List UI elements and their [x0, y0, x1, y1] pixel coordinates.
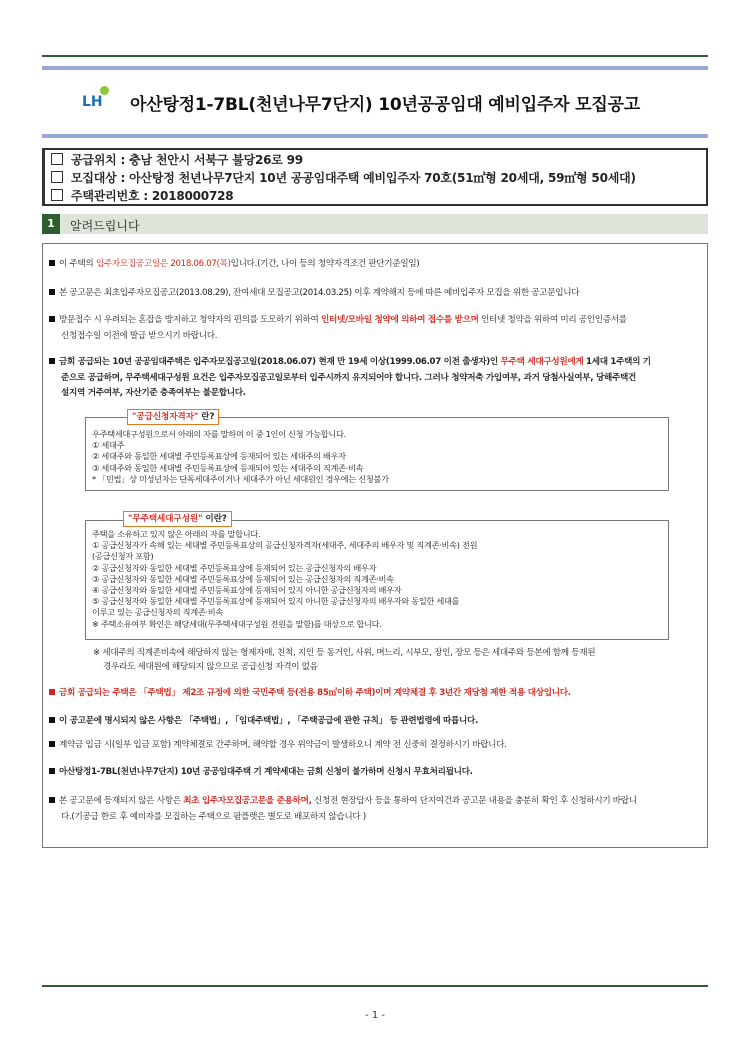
section-title: 알려드립니다 [70, 219, 140, 233]
notice-item: 이 주택의 입주자모집공고일은 2018.06.07(목)입니다.(기간, 나이 등의 청약자격조건 판단기준일임) [49, 257, 703, 273]
info-target: 모집대상 : 아산탕정 천년나무7단지 10년 공공임대주택 예비입주자 70호(51㎡형 20세대, 59㎡형 50세대) [51, 169, 706, 187]
notice-box [42, 243, 708, 848]
bullet-icon [49, 289, 55, 295]
bullet-icon [49, 316, 55, 322]
info-box [42, 148, 708, 206]
bullet-icon [49, 797, 55, 803]
eligibility-line: 우주택세대구성원으로서 아래의 자를 말하며 이 중 1인이 신청 가능합니다. [92, 429, 346, 439]
page-title: 아산탕정1-7BL(천년나무7단지) 10년공공임대 예비입주자 모집공고 [130, 95, 641, 115]
bullet-icon [49, 260, 55, 266]
checkbox-icon [51, 189, 63, 201]
notice-item: 계약금 입금 시(일부 입금 포함) 계약체결로 간주하며, 해약할 경우 위약금이 발생하오니 계약 전 신중히 결정하시기 바랍니다. [49, 738, 703, 754]
eligibility-line: ① 세대주 [92, 440, 125, 451]
notice-item: 본 공고문은 최초입주자모집공고(2013.08.29), 잔여세대 모집공고(2014.03.25) 이후 계약해지 등에 따른 예비입주자 모집을 위한 공고문입니다 [49, 286, 703, 302]
section-number: 1 [42, 214, 60, 234]
homeless-line: ② 공급신청자와 동일한 세대별 주민등록표상에 등재되어 있는 공급신청자의 배우자 [92, 562, 377, 573]
homeless-line: (공급신청자 포함) [92, 551, 154, 562]
eligibility-tag: "공급신청자격자" 란? [127, 409, 219, 425]
eligibility-line: ② 세대주와 동일한 세대별 주민등록표상에 등재되어 있는 세대주의 배우자 [92, 451, 346, 462]
checkbox-icon [51, 153, 63, 165]
page-number: - 1 - [365, 1010, 385, 1021]
homeless-line: ④ 공급신청자와 동일한 세대별 주민등록표상에 등재되어 있지 아니한 공급신청자의 배우자 [92, 585, 402, 596]
homeless-line: 주택을 소유하고 있지 않은 아래의 자를 말합니다. [92, 529, 261, 539]
bullet-icon [49, 358, 55, 364]
eligibility-line: ③ 세대주와 동일한 세대별 주민등록표상에 등재되어 있는 세대주의 직계존·비속 [92, 462, 364, 473]
homeless-line: ⑤ 공급신청자와 동일한 세대별 주민등록표상에 등재되어 있지 아니한 공급신청자의 배우자와 동일한 세대를 [92, 596, 460, 607]
homeless-tag: "무주택세대구성원" 이란? [123, 511, 232, 527]
eligibility-line: * 「민법」상 미성년자는 단독세대주이거나 세대주가 아닌 세대원인 경우에는 신청불가 [92, 473, 389, 484]
bottom-rule [42, 985, 708, 987]
notice-item: 금회 공급되는 주택은 「주택법」 제2조 규정에 의한 국민주택 등(전용 85㎡이하 주택)이며 계약체결 후 3년간 재당첨 제한 적용 대상입니다. [49, 686, 703, 702]
homeless-member-box [85, 520, 669, 640]
lh-logo [82, 84, 122, 118]
bullet-icon [49, 768, 55, 774]
bullet-icon [49, 717, 55, 723]
title-banner [42, 66, 708, 138]
eligibility-box [85, 417, 669, 491]
homeless-line: ① 공급신청자가 속해 있는 세대별 주민등록표상의 공급신청자격자(세대주, 세대주의 배우자 및 직계존·비속) 전원 [92, 540, 478, 551]
notice-item: 이 공고문에 명시되지 않은 사항은 「주택법」, 「임대주택법」, 「주택공급에 관한 규칙」 등 관련법령에 따릅니다. [49, 714, 703, 730]
homeless-line: ※ 주택소유여부 확인은 해당세대(무주택세대구성원 전원을 말함)를 대상으로 합니다. [92, 618, 382, 629]
notice-item: 방문접수 시 우려되는 혼잡을 방지하고 청약자의 편의를 도모하기 위하여 인터넷/모바일 청약에 의하여 접수를 받으며 인터넷 청약을 위하여 미리 공인인증서를 신청접수일 이전에 발급 받으시기 바랍니다. [49, 313, 703, 344]
info-location: 공급위치 : 충남 천안시 서북구 불당26로 99 [51, 151, 706, 169]
notice-item: 본 공고문에 등재되지 않은 사항은 최초 입주자모집공고문을 준용하며, 신청전 현장답사 등을 통하여 단지여건과 공고문 내용을 충분히 확인 후 신청하시기 바랍니 다.(기공급 한로 후 예비자를 모집하는 주택으로 팜플렛은 별도로 배포하지 않습니다 ) [49, 794, 703, 825]
info-housing-no: 주택관리번호 : 2018000728 [51, 187, 706, 205]
homeless-line: ③ 공급신청자와 동일한 세대별 주민등록표상에 등재되어 있는 공급신청자의 직계존·비속 [92, 573, 394, 584]
bullet-icon [49, 689, 55, 695]
top-rule [42, 55, 708, 57]
logo-text: LH [82, 94, 103, 110]
notice-item: 금회 공급되는 10년 공공임대주택은 입주자모집공고일(2018.06.07) 현재 만 19세 이상(1999.06.07 이전 출생자)인 무주택 세대구성원에게 1세대 1주택의 기 준으로 공급하며, 무주택세대구성원 요건은 입주자모집공고일로부터 입주시까지 유지되어야 합니다. 그러나 청약저축 가입여부, 과거 당첨사실여부, 당해주택건 설지역 거주여부, 자산기준 충족여부는 불문합니다. [49, 355, 703, 402]
homeless-line: 이루고 있는 공급신청자의 직계존·비속 [92, 607, 223, 618]
notice-item: 아산탕정1-7BL(천년나무7단지) 10년 공공임대주택 기 계약세대는 금회 신청이 불가하며 신청시 무효처리됩니다. [49, 765, 703, 781]
bullet-icon [49, 741, 55, 747]
checkbox-icon [51, 171, 63, 183]
notice-note: ※ 세대주의 직계존비속에 해당하지 않는 형제자매, 친척, 지인 등 동거인, 사위, 며느리, 시부모, 장인, 장모 등은 세대주와 등본에 함께 등재된 경우라도 세대원에 해당되지 않으므로 공급신청 자격이 없음 [93, 648, 596, 672]
section-header [42, 214, 708, 234]
